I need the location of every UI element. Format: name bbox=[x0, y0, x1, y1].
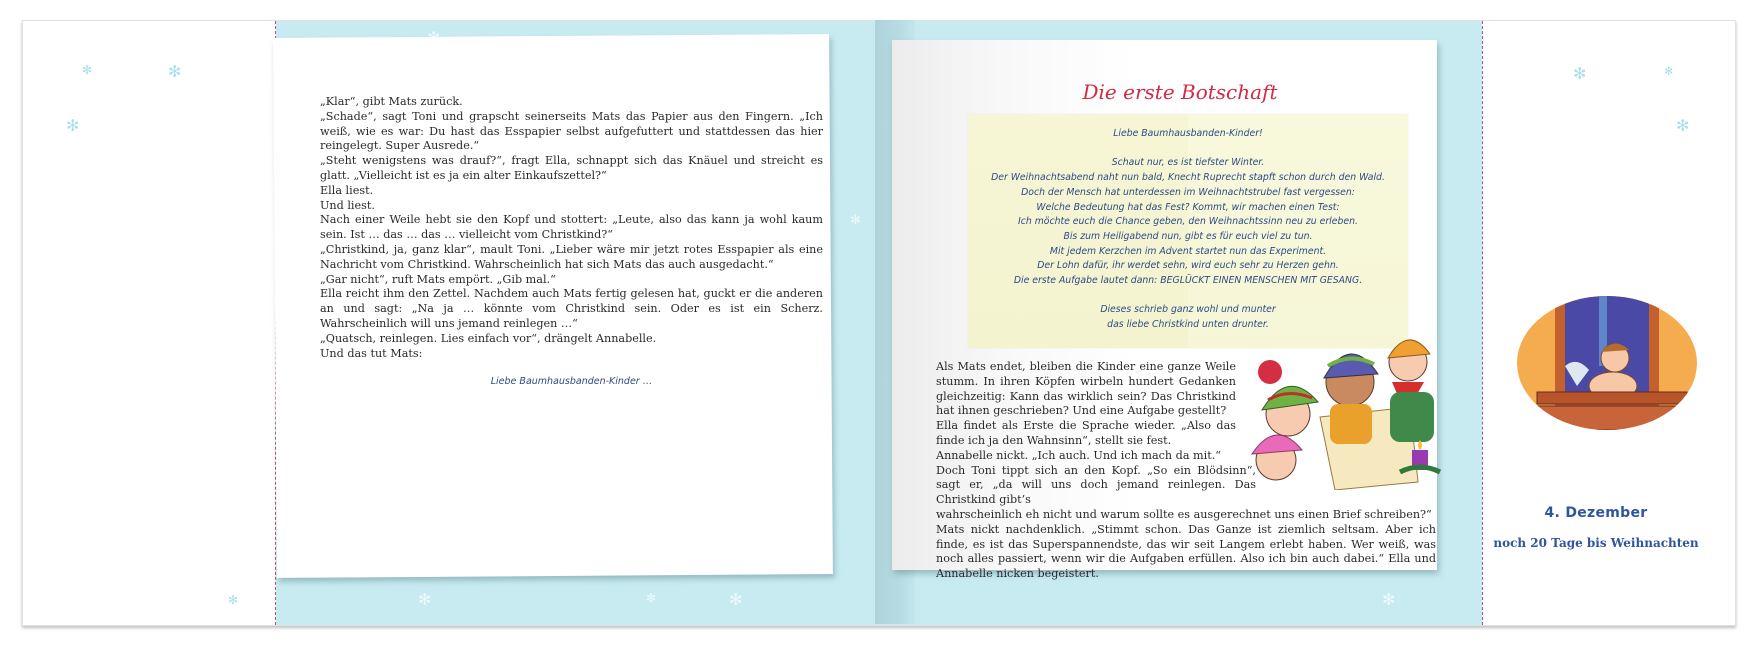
left-flap bbox=[23, 21, 275, 625]
story-paragraph: „Quatsch, reinlegen. Lies einfach vor“, drängelt Annabelle. bbox=[320, 331, 657, 345]
story-paragraph: „Klar“, gibt Mats zurück. bbox=[320, 95, 463, 108]
snowflake-icon: ✻ bbox=[646, 591, 657, 605]
angel-window-medallion bbox=[1517, 296, 1697, 430]
letter-closing: das liebe Christkind unten drunter. bbox=[1107, 319, 1269, 331]
left-page-story bbox=[320, 95, 823, 361]
letter-closing: Dieses schrieb ganz wohl und munter bbox=[1100, 304, 1276, 316]
letter-line: Der Lohn dafür, ihr werdet sehn, wird euch sehr zu Herzen gehn. bbox=[1037, 260, 1339, 272]
story-paragraph: Annabelle nickt. „Ich auch. Und ich mach da mit.“ bbox=[936, 448, 1222, 462]
snowflake-icon: ✻ bbox=[82, 63, 93, 77]
right-page-story bbox=[936, 360, 1436, 582]
snowflake-icon: ✻ bbox=[850, 213, 861, 228]
story-paragraph: Mats nickt nachdenklich. „Stimmt schon. Das Ganze ist ziemlich seltsam. Aber ich finde, es ist das Superspannendste, das wir seit Langem erlebt haben. Wer weiß, was noch alles passiert, wenn wir die Aufgaben erfüllen. Also ich bin auch dabei.“ Ella und Annabelle nicken begeistert. bbox=[936, 522, 1436, 581]
letter-line: Der Weihnachtsabend naht nun bald, Knecht Ruprecht stapft schon durch den Wald. bbox=[991, 172, 1385, 184]
story-paragraph: wahrscheinlich eh nicht und warum sollte es ausgerechnet uns einen Brief schreiben?“ bbox=[936, 507, 1432, 521]
story-paragraph: Und das tut Mats: bbox=[320, 346, 423, 360]
story-paragraph: Und liest. bbox=[320, 198, 375, 212]
snowflake-icon: ✻ bbox=[168, 62, 182, 81]
story-paragraph: „Christkind, ja, ganz klar“, mault Toni. „Lieber wäre mir jetzt rotes Esspapier als eine Nachricht vom Christkind. Wahrscheinlich hat sich Mats das auch ausgedacht.“ bbox=[320, 242, 823, 271]
story-paragraph: Ella liest. bbox=[320, 183, 374, 197]
letter-line: Ich möchte euch die Chance geben, den Weihnachtssinn neu zu erleben. bbox=[1018, 216, 1358, 228]
story-paragraph: „Gar nicht“, ruft Mats empört. „Gib mal.“ bbox=[320, 272, 556, 286]
story-paragraph: Ella reicht ihm den Zettel. Nachdem auch Mats fertig gelesen hat, guckt er die anderen an und sagt: „Na ja … könnte vom Christkind sein. Oder es ist ein Scherz. Wahrscheinlich will uns jemand reinlegen …“ bbox=[320, 287, 823, 330]
snowflake-icon: ✻ bbox=[1676, 116, 1690, 135]
calendar-date: 4. Dezember bbox=[1544, 505, 1648, 521]
letter-salutation: Liebe Baumhausbanden-Kinder! bbox=[1113, 128, 1263, 139]
snowflake-icon: ✻ bbox=[1664, 65, 1674, 78]
christkind-letter-text bbox=[968, 127, 1408, 333]
letter-line: Bis zum Heiligabend nun, gibt es für euch viel zu tun. bbox=[1063, 230, 1313, 242]
letter-line: Die erste Aufgabe lautet dann: BEGLÜCKT EINEN MENSCHEN MIT GESANG. bbox=[1013, 275, 1363, 287]
story-paragraph: Ella findet als Erste die Sprache wieder. „Also das finde ich ja den Wahnsinn“, stellt sie fest. bbox=[936, 419, 1236, 447]
letter-line: Welche Bedeutung hat das Fest? Kommt, wir machen einen Test: bbox=[1036, 201, 1340, 213]
story-paragraph: „Schade“, sagt Toni und grapscht seinerseits Mats das Papier aus den Fingern. „Ich weiß, wie es war: Du hast das Esspapier selbst aufgefuttert und stattdessen das hier reingelegt. Super Ausrede.“ bbox=[320, 109, 823, 153]
letter-line: Mit jedem Kerzchen im Advent startet nun das Experiment. bbox=[1049, 245, 1327, 257]
story-paragraph: Als Mats endet, bleiben die Kinder eine ganze Weile stumm. In ihren Köpfen wirbeln hundert Gedanken gleichzeitig: Kann das wirklich sein? Das Christkind hat ihnen geschrieben? Und eine Aufgabe gestellt? bbox=[936, 360, 1236, 418]
days-until-christmas: noch 20 Tage bis Weihnachten bbox=[1493, 536, 1699, 550]
snowflake-icon: ✻ bbox=[228, 593, 239, 607]
letter-opening-line: Liebe Baumhausbanden-Kinder … bbox=[490, 376, 653, 387]
story-paragraph: „Steht wenigstens was drauf?“, fragt Ella, schnappt sich das Knäuel und streicht es glatt. „Vielleicht ist es ja ein alter Einkaufszettel?“ bbox=[320, 154, 823, 182]
story-paragraph: Nach einer Weile hebt sie den Kopf und stottert: „Leute, also das kann ja wohl kaum sein. Ist … das … das … vielleicht vom Christkind?“ bbox=[320, 213, 823, 242]
chapter-title: Die erste Botschaft bbox=[1082, 80, 1278, 104]
snowflake-icon: ✻ bbox=[1573, 64, 1587, 83]
snowflake-icon: ✻ bbox=[418, 590, 432, 609]
snowflake-icon: ✻ bbox=[1382, 590, 1396, 609]
snowflake-icon: ✻ bbox=[729, 590, 743, 609]
story-paragraph: Doch Toni tippt sich an den Kopf. „So ein Blödsinn“, sagt er, „da will uns doch jemand reinlegen. Das Christkind gibt’s bbox=[936, 463, 1256, 507]
letter-line: Doch der Mensch hat unterdessen im Weihnachtstrubel fast vergessen: bbox=[1021, 186, 1355, 198]
snowflake-icon: ✻ bbox=[66, 116, 80, 135]
letter-line: Schaut nur, es ist tiefster Winter. bbox=[1111, 157, 1265, 169]
